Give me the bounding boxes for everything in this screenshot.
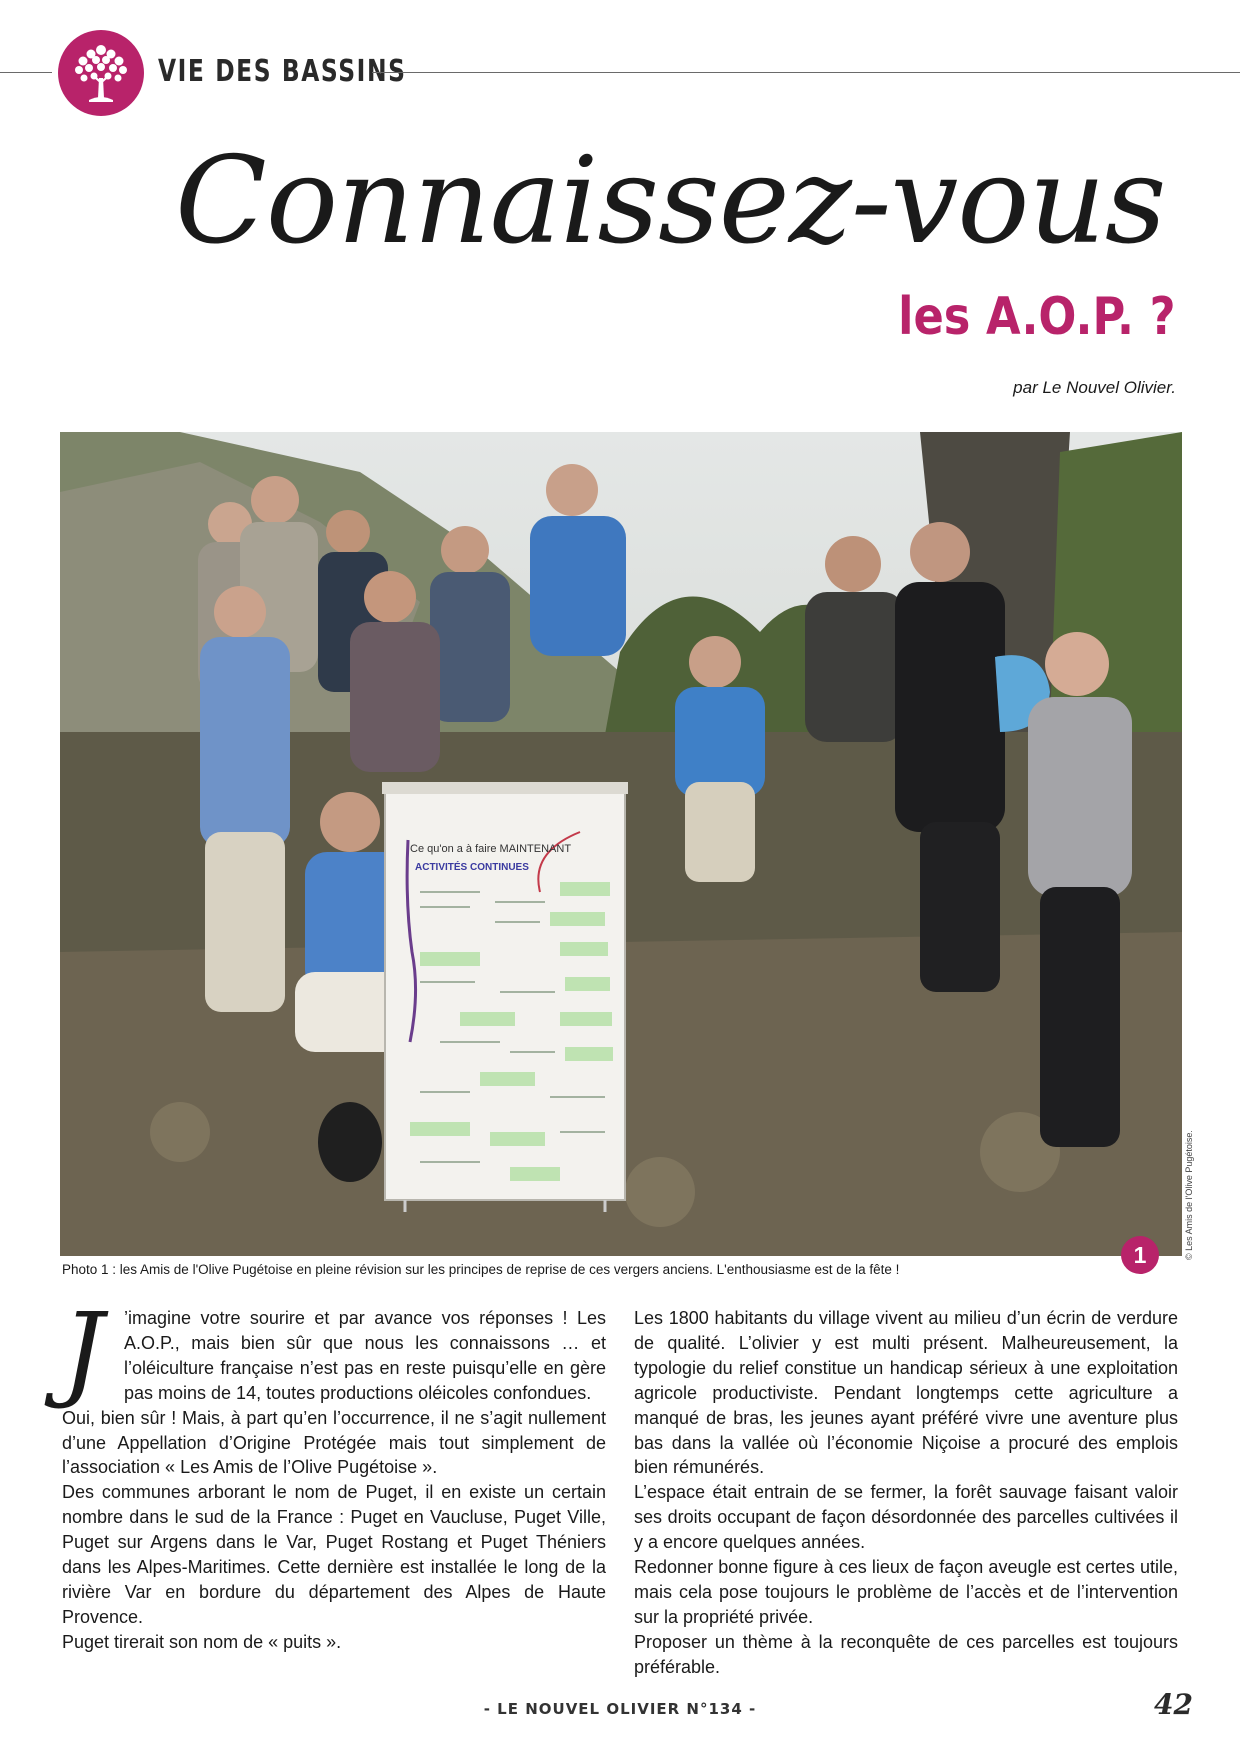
header-rule-right bbox=[372, 72, 1240, 73]
article-byline: par Le Nouvel Olivier. bbox=[1013, 378, 1176, 397]
article-title: Connaissez-vous bbox=[175, 132, 1166, 271]
board-subheading: ACTIVITÉS CONTINUES bbox=[415, 862, 529, 873]
paragraph: L’espace était entrain de se fermer, la forêt sauvage faisant valoir ses droits occupant de façon désordonnée des parcelles cultivées il y a encore quelques années. bbox=[634, 1482, 1178, 1553]
drop-cap: J bbox=[62, 1290, 104, 1412]
footer-magazine-name: - LE NOUVEL OLIVIER N°134 - bbox=[483, 1700, 757, 1718]
paragraph: Les 1800 habitants du village vivent au milieu d’un écrin de verdure de qualité. L’olivier y est multi présent. Malheureusement, la typologie du relief constitue un handicap sérieux à une exploitation agricole productiviste. Pendant longtemps cette agriculture a manqué de bras, les jeunes ayant préféré vivre une aventure plus bas dans la vallée où l’économie Niçoise a procuré des emplois bien rémunérés. bbox=[634, 1308, 1178, 1478]
paragraph: ’imagine votre sourire et par avance vos réponses ! Les A.O.P., mais bien sûr que nous les connaissons … et l’oléiculture française n’est pas en reste puisqu’elle en gère pas moins de 14, toutes productions oléicoles confondues. bbox=[124, 1308, 606, 1403]
paragraph: Redonner bonne figure à ces lieux de façon aveugle est certes utile, mais cela pose toujours le problème de l’accès et de l’intervention sur la propriété privée. bbox=[634, 1557, 1178, 1627]
olive-tree-icon bbox=[58, 30, 144, 116]
section-logo bbox=[58, 30, 144, 116]
body-column-right bbox=[634, 1306, 1178, 1680]
page-number: 42 bbox=[1154, 1688, 1193, 1721]
photo-number-badge: 1 bbox=[1121, 1236, 1159, 1274]
photo-caption: Photo 1 : les Amis de l'Olive Pugétoise en pleine révision sur les principes de reprise de ces vergers anciens. L'enthousiasme est de la fête ! bbox=[62, 1262, 900, 1277]
paragraph: Des communes arborant le nom de Puget, il en existe un certain nombre dans le sud de la France : Puget en Vaucluse, Puget Ville, Puget sur Argens dans le Var, Puget Rostang et Puget Théniers dans les Alpes-Maritimes. Cette dernière est installée le long de la rivière Var en bordure du département des Alpes de Haute Provence. bbox=[62, 1482, 606, 1627]
paragraph: Proposer un thème à la reconquête de ces parcelles est toujours préférable. bbox=[634, 1631, 1178, 1677]
paragraph: Oui, bien sûr ! Mais, à part qu’en l’occurrence, il ne s’agit nullement d’une Appellation d’Origine Protégée mais tout simplement de l’association « Les Amis de l’Olive Pugétoise ». bbox=[62, 1407, 606, 1478]
paragraph: Puget tirerait son nom de « puits ». bbox=[62, 1631, 342, 1652]
group-photo bbox=[60, 432, 1182, 1256]
photo-credit: © Les Amis de l'Olive Pugétoise. bbox=[1184, 1130, 1194, 1260]
header-rule-left bbox=[0, 72, 52, 73]
section-label: VIE DES BASSINS bbox=[158, 54, 407, 89]
article-subtitle: les A.O.P. ? bbox=[898, 287, 1176, 347]
body-column-left bbox=[62, 1290, 606, 1655]
board-heading: Ce qu'on a à faire MAINTENANT bbox=[410, 843, 572, 855]
